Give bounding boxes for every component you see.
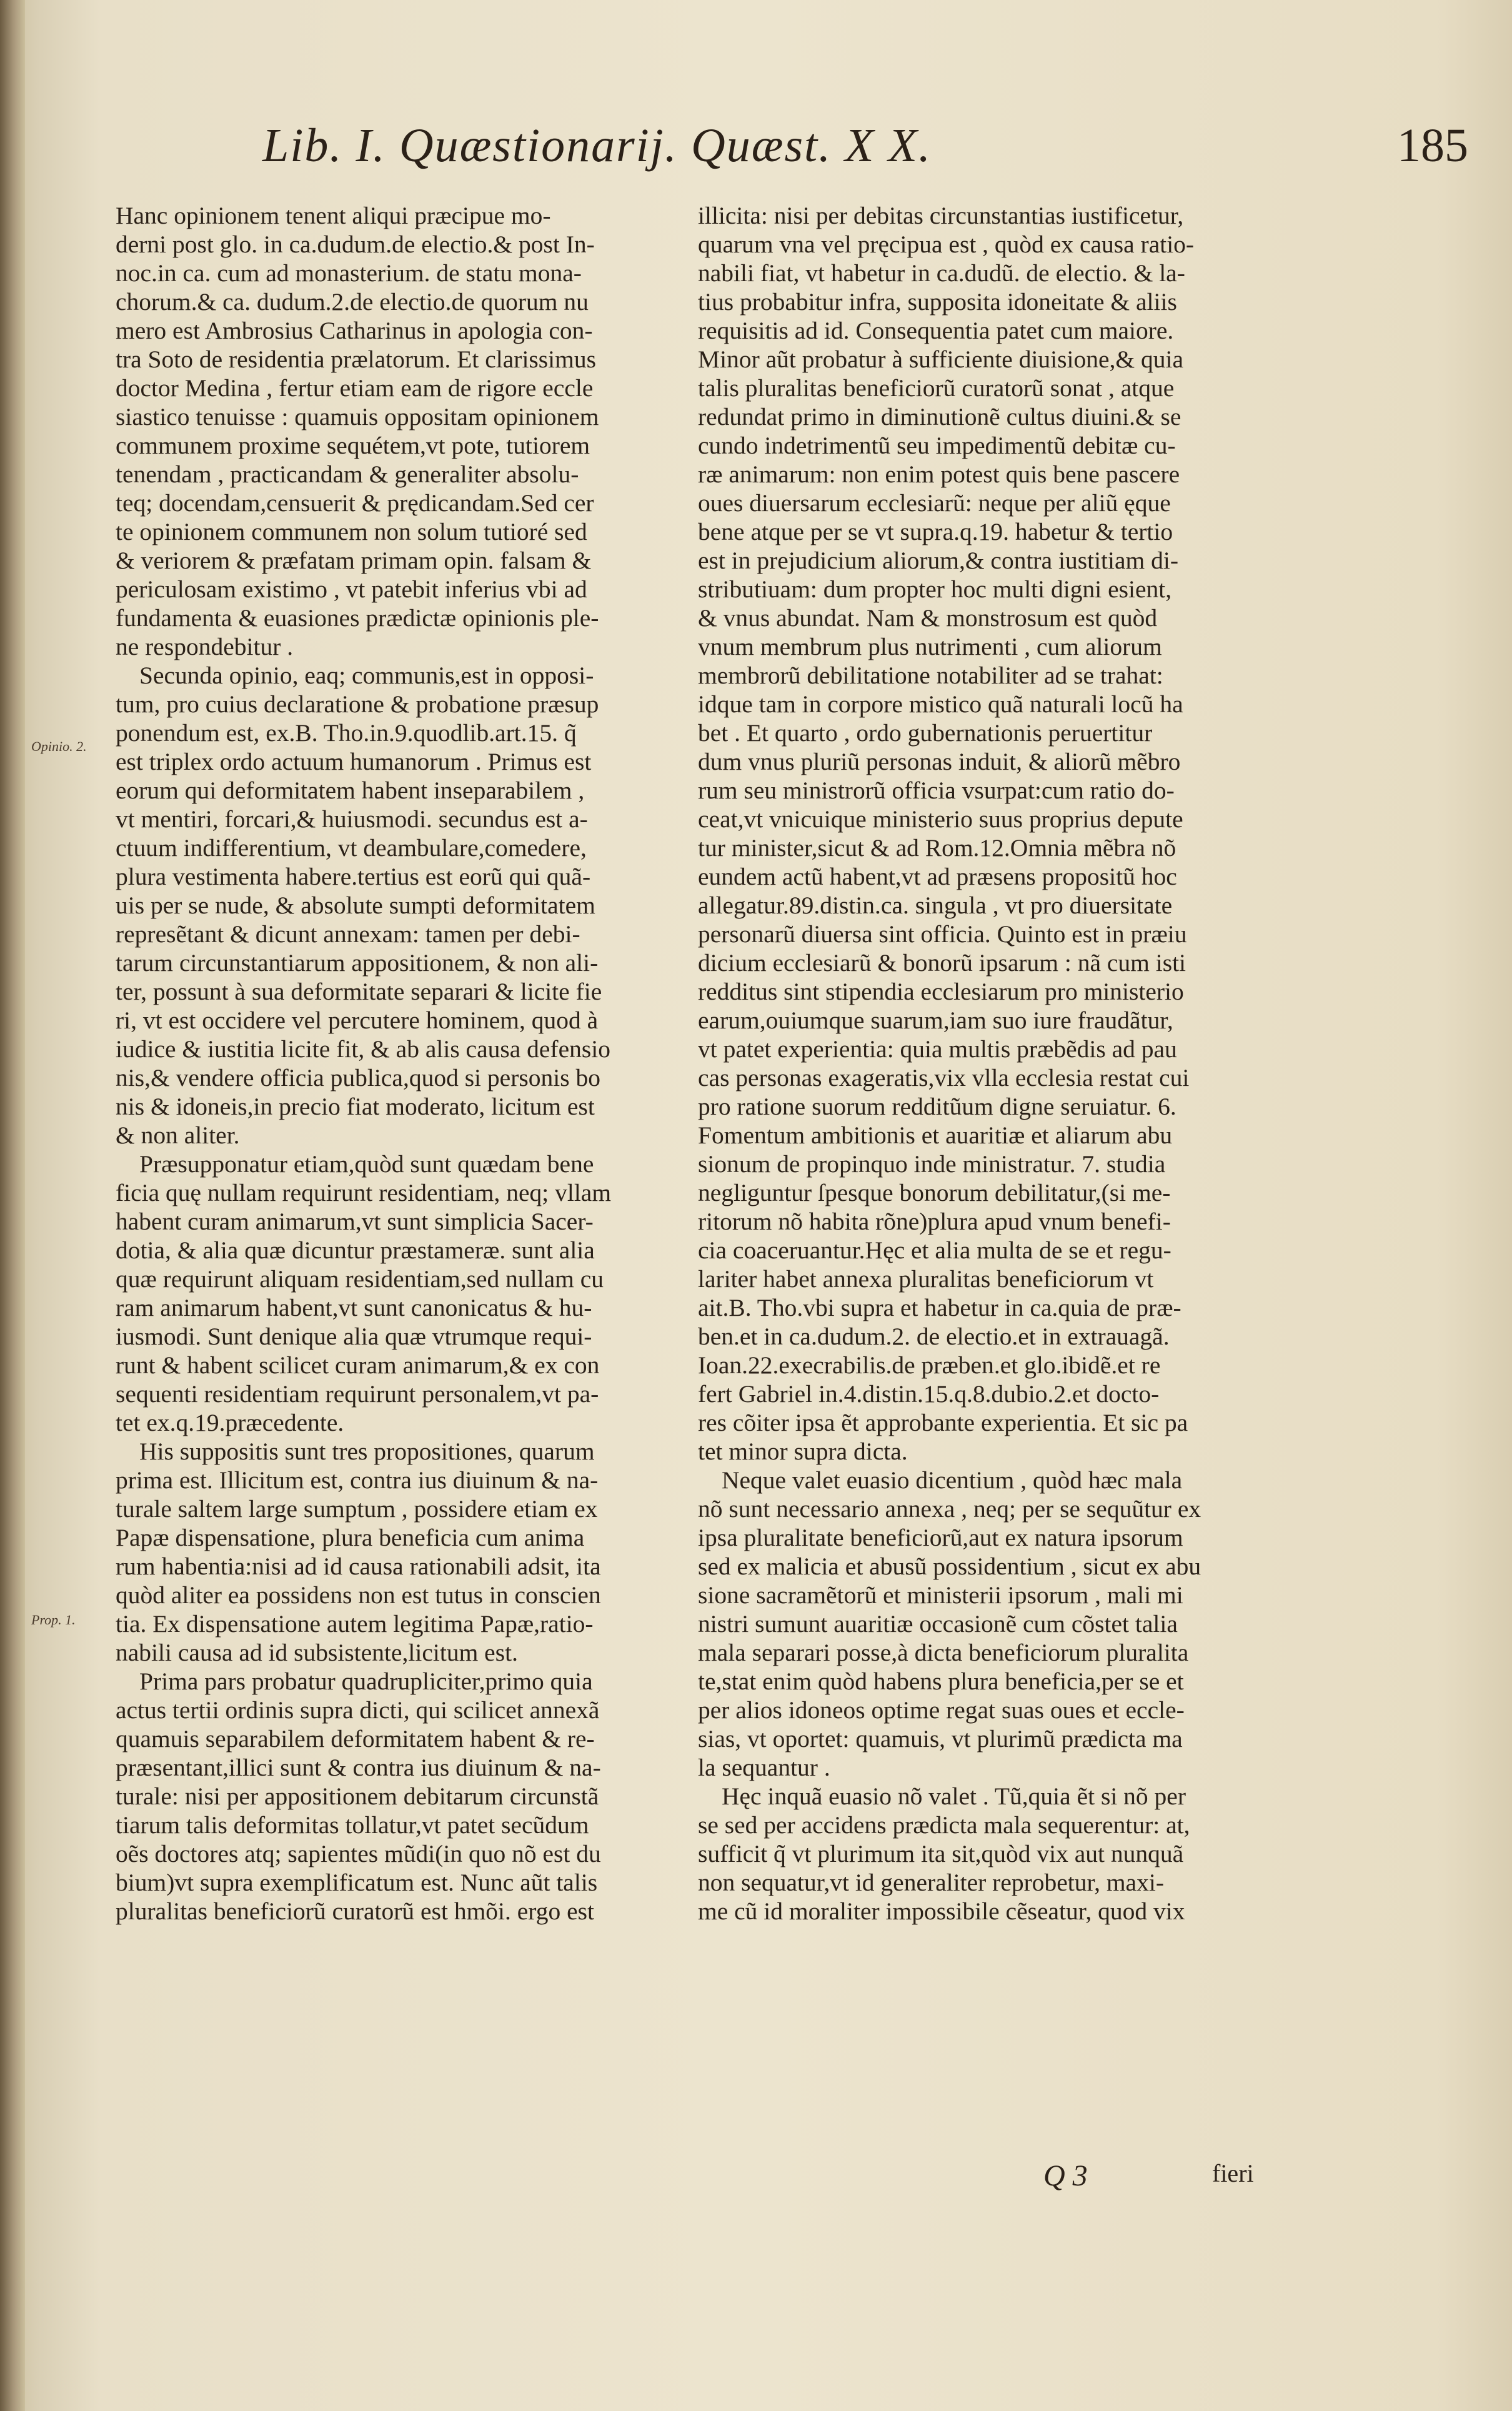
text-line: idque tam in corpore mistico quã naturali locũ ha	[698, 690, 1183, 718]
text-line: Hanc opinionem tenent aliqui præcipue mo-	[116, 202, 551, 229]
text-line: noc.in ca. cum ad monasterium. de statu mona-	[116, 259, 582, 287]
book-spine-shadow	[0, 0, 25, 2411]
text-line: est triplex ordo actuum humanorum . Primus est	[116, 748, 592, 775]
text-line: vt patet experientia: quia multis præbẽdis ad pau	[698, 1035, 1177, 1063]
text-line: quarum vna vel pręcipua est , quòd ex causa ratio-	[698, 231, 1195, 258]
text-line: negliguntur ſpesque bonorum debilitatur,(si me-	[698, 1179, 1171, 1206]
text-line: ritorum nõ habita rõne)plura apud vnum benefi-	[698, 1208, 1171, 1235]
text-line: Papæ dispensatione, plura beneficia cum anima	[116, 1524, 585, 1551]
text-line: Hęc inquã euasio nõ valet . Tũ,quia ẽt si nõ per	[722, 1782, 1186, 1810]
text-line: teq; docendam,censuerit & prędicandam.Sed cer	[116, 489, 594, 517]
text-line: nistri sumunt auaritiæ occasionẽ cum cõstet talia	[698, 1610, 1178, 1638]
text-line: oues diuersarum ecclesiarũ: neque per aliũ ęque	[698, 489, 1171, 517]
text-line: turale saltem large sumptum , possidere etiam ex	[116, 1495, 598, 1523]
left-text-column	[116, 201, 656, 1926]
text-line: rum habentia:nisi ad id causa rationabili adsit, ita	[116, 1553, 601, 1580]
running-header	[262, 119, 1487, 194]
text-line: est in prejudicium aliorum,& contra iustitiam di-	[698, 547, 1178, 574]
text-line: derni post glo. in ca.dudum.de electio.& post In-	[116, 231, 595, 258]
text-line: dicium ecclesiarũ & bonorũ ipsarum : nã cum isti	[698, 949, 1186, 977]
text-line: earum,ouiumque suarum,iam suo iure fraudãtur,	[698, 1007, 1173, 1034]
text-line: tur minister,sicut & ad Rom.12.Omnia mẽbra nõ	[698, 834, 1176, 862]
text-line: tarum circunstantiarum appositionem, & non ali-	[116, 949, 599, 977]
text-line: tet minor supra dicta.	[698, 1438, 908, 1465]
text-line: & non aliter.	[116, 1121, 240, 1149]
text-line: uis per se nude, & absolute sumpti deformitatem	[116, 892, 595, 919]
text-line: doctor Medina , fertur etiam eam de rigore eccle	[116, 374, 594, 402]
right-text-column	[698, 201, 1238, 1926]
text-line: redundat primo in diminutionẽ cultus diuini.& se	[698, 403, 1181, 430]
text-line: tum, pro cuius declaratione & probatione præsup	[116, 690, 599, 718]
text-line: tia. Ex dispensatione autem legitima Papæ,ratio-	[116, 1610, 594, 1638]
text-line: personarũ diuersa sint officia. Quinto est in præiu	[698, 920, 1187, 948]
text-line: Fomentum ambitionis et auaritiæ et aliarum abu	[698, 1121, 1173, 1149]
text-line: ipsa pluralitate beneficiorũ,aut ex natura ipsorum	[698, 1524, 1183, 1551]
text-line: ficia quę nullam requirunt residentiam, neq; vllam	[116, 1179, 612, 1206]
text-line: Neque valet euasio dicentium , quòd hæc mala	[722, 1466, 1183, 1494]
text-line: nabili causa ad id subsistente,licitum est.	[116, 1639, 518, 1666]
text-line: bet . Et quarto , ordo gubernationis peruertitur	[698, 719, 1153, 747]
text-line: vt mentiri, forcari,& huiusmodi. secundus est a-	[116, 805, 588, 833]
text-line: sias, vt oportet: quamuis, vt plurimũ prædicta ma	[698, 1725, 1183, 1752]
text-line: communem proxime sequétem,vt pote, tutiorem	[116, 432, 590, 459]
text-line: la sequantur .	[698, 1754, 830, 1781]
text-line: prima est. Illicitum est, contra ius diuinum & na-	[116, 1466, 599, 1494]
text-line: tiarum talis deformitas tollatur,vt patet secũdum	[116, 1811, 589, 1839]
text-line: quæ requirunt aliquam residentiam,sed nullam cu	[116, 1265, 604, 1293]
text-line: dum vnus pluriũ personas induit, & aliorũ mẽbro	[698, 748, 1181, 775]
text-line: & veriorem & præfatam primam opin. falsam &	[116, 547, 592, 574]
text-line: fert Gabriel in.4.distin.15.q.8.dubio.2.et docto-	[698, 1380, 1160, 1408]
text-line: turale: nisi per appositionem debitarum circunstã	[116, 1782, 599, 1810]
text-line: ait.B. Tho.vbi supra et habetur in ca.quia de præ-	[698, 1294, 1181, 1321]
text-line: represẽtant & dicunt annexam: tamen per debi-	[116, 920, 580, 948]
text-line: chorum.& ca. dudum.2.de electio.de quorum nu	[116, 288, 589, 316]
text-line: cundo indetrimentũ seu impedimentũ debitæ cu-	[698, 432, 1176, 459]
page-number: 185	[1397, 119, 1468, 172]
text-line: pro ratione suorum redditũum digne seruiatur. 6.	[698, 1093, 1176, 1120]
text-line: te opinionem communem non solum tutioré sed	[116, 518, 587, 545]
text-line: pluralitas beneficiorũ curatorũ est hmõi. ergo est	[116, 1897, 594, 1925]
text-line: nis & idoneis,in precio fiat moderato, licitum est	[116, 1093, 595, 1120]
text-line: fundamenta & euasiones prædictæ opinionis ple-	[116, 604, 599, 632]
text-line: cia coaceruantur.Hęc et alia multa de se et regu-	[698, 1236, 1171, 1264]
text-line: Ioan.22.execrabilis.de præben.et glo.ibidẽ.et re	[698, 1351, 1161, 1379]
text-line: bene atque per se vt supra.q.19. habetur & tertio	[698, 518, 1173, 545]
text-line: requisitis ad id. Consequentia patet cum maiore.	[698, 317, 1174, 344]
text-line: plura vestimenta habere.tertius est eorũ qui quã-	[116, 863, 591, 890]
text-line: se sed per accidens prædicta mala sequerentur: at,	[698, 1811, 1190, 1839]
text-line: allegatur.89.distin.ca. singula , vt pro diuersitate	[698, 892, 1173, 919]
text-line: actus tertii ordinis supra dicti, qui scilicet annexã	[116, 1696, 600, 1724]
text-line: res cõiter ipsa ẽt approbante experientia. Et sic pa	[698, 1409, 1188, 1436]
text-line: quamuis separabilem deformitatem habent & re-	[116, 1725, 595, 1752]
text-line: ne respondebitur .	[116, 633, 294, 660]
catchword: fieri	[1212, 2159, 1254, 2187]
text-line: iusmodi. Sunt denique alia quæ vtrumque requi-	[116, 1323, 592, 1350]
text-line: tius probabitur infra, supposita idoneitate & aliis	[698, 288, 1177, 316]
text-line: Præsupponatur etiam,quòd sunt quædam bene	[139, 1150, 594, 1178]
text-line: præsentant,illici sunt & contra ius diuinum & na-	[116, 1754, 601, 1781]
text-line: Prima pars probatur quadrupliciter,primo quia	[139, 1668, 593, 1695]
text-line: non sequatur,vt id generaliter reprobetur, maxi-	[698, 1869, 1164, 1896]
text-line: ri, vt est occidere vel percutere hominem, quod à	[116, 1007, 599, 1034]
text-line: ræ animarum: non enim potest quis bene pascere	[698, 460, 1180, 488]
text-line: oẽs doctores atq; sapientes mũdi(in quo nõ est du	[116, 1840, 601, 1867]
marginal-note-opinio: Opinio. 2.	[31, 738, 87, 754]
text-line: cas personas exageratis,vix vlla ecclesia restat cui	[698, 1064, 1190, 1091]
text-line: sione sacramẽtorũ et ministerii ipsorum , mali mi	[698, 1581, 1183, 1609]
text-line: stributiuam: dum propter hoc multi digni esient,	[698, 575, 1172, 603]
text-line: sufficit q̃ vt plurimum ita sit,quòd vix aut nunquã	[698, 1840, 1184, 1867]
text-line: periculosam existimo , vt patebit inferius vbi ad	[116, 575, 587, 603]
text-line: per alios idoneos optime regat suas oues et eccle-	[698, 1696, 1185, 1724]
text-line: siastico tenuisse : quamuis oppositam opinionem	[116, 403, 599, 430]
text-line: Minor aũt probatur à sufficiente diuisione,& quia	[698, 345, 1184, 373]
text-line: nabili fiat, vt habetur in ca.dudũ. de electio. & la-	[698, 259, 1185, 287]
text-line: ben.et in ca.dudum.2. de electio.et in extrauagã.	[698, 1323, 1170, 1350]
marginal-note-propositio: Prop. 1.	[31, 1612, 76, 1628]
text-line: ter, possunt à sua deformitate separari & licite fie	[116, 978, 602, 1005]
text-line: rum seu ministrorũ officia vsurpat:cum ratio do-	[698, 777, 1175, 804]
text-line: lariter habet annexa pluralitas beneficiorum vt	[698, 1265, 1154, 1293]
text-line: eundem actũ habent,vt ad præsens propositũ hoc	[698, 863, 1177, 890]
text-line: tra Soto de residentia prælatorum. Et clarissimus	[116, 345, 596, 373]
text-line: ctuum indifferentium, vt deambulare,comedere,	[116, 834, 587, 862]
running-title: Lib. I. Quæstionarij. Quæst. X X.	[262, 119, 932, 172]
text-line: & vnus abundat. Nam & monstrosum est quòd	[698, 604, 1158, 632]
text-line: iudice & iustitia licite fit, & ab alis causa defensio	[116, 1035, 610, 1063]
text-line: ram animarum habent,vt sunt canonicatus & hu-	[116, 1294, 592, 1321]
text-line: nõ sunt necessario annexa , neq; per se sequũtur ex	[698, 1495, 1201, 1523]
text-line: illicita: nisi per debitas circunstantias iustificetur,	[698, 202, 1184, 229]
text-line: quòd aliter ea possidens non est tutus in conscien	[116, 1581, 601, 1609]
text-line: ceat,vt vnicuique ministerio suus proprius depute	[698, 805, 1183, 833]
text-line: tet ex.q.19.præcedente.	[116, 1409, 344, 1436]
text-line: habent curam animarum,vt sunt simplicia Sacer-	[116, 1208, 594, 1235]
text-line: dotia, & alia quæ dicuntur præstameræ. sunt alia	[116, 1236, 595, 1264]
text-line: sionum de propinquo inde ministratur. 7. studia	[698, 1150, 1166, 1178]
text-line: vnum membrum plus nutrimenti , cum aliorum	[698, 633, 1162, 660]
text-line: sequenti residentiam requirunt personalem,vt pa-	[116, 1380, 599, 1408]
text-line: bium)vt supra exemplificatum est. Nunc aũt talis	[116, 1869, 598, 1896]
text-line: tenendam , practicandam & generaliter absolu-	[116, 460, 579, 488]
text-line: sed ex malicia et abusũ possidentium , sicut ex abu	[698, 1553, 1201, 1580]
text-line: membrorũ debilitatione notabiliter ad se trahat:	[698, 662, 1163, 689]
text-line: His suppositis sunt tres propositiones, quarum	[139, 1438, 595, 1465]
signature-mark: Q 3	[1043, 2159, 1088, 2192]
text-line: eorum qui deformitatem habent inseparabilem ,	[116, 777, 585, 804]
text-line: nis,& vendere officia publica,quod si personis bo	[116, 1064, 600, 1091]
text-line: mero est Ambrosius Catharinus in apologia con-	[116, 317, 593, 344]
text-line: me cũ id moraliter impossibile cẽseatur, quod vix	[698, 1897, 1185, 1925]
text-line: talis pluralitas beneficiorũ curatorũ sonat , atque	[698, 374, 1175, 402]
text-line: redditus sint stipendia ecclesiarum pro ministerio	[698, 978, 1184, 1005]
text-line: te,stat enim quòd habens plura beneficia,per se et	[698, 1668, 1184, 1695]
text-line: ponendum est, ex.B. Tho.in.9.quodlib.art.15. q̃	[116, 719, 577, 747]
text-line: mala separari posse,à dicta beneficiorum pluralita	[698, 1639, 1189, 1666]
text-line: Secunda opinio, eaq; communis,est in opposi-	[139, 662, 594, 689]
text-line: runt & habent scilicet curam animarum,& ex con	[116, 1351, 600, 1379]
